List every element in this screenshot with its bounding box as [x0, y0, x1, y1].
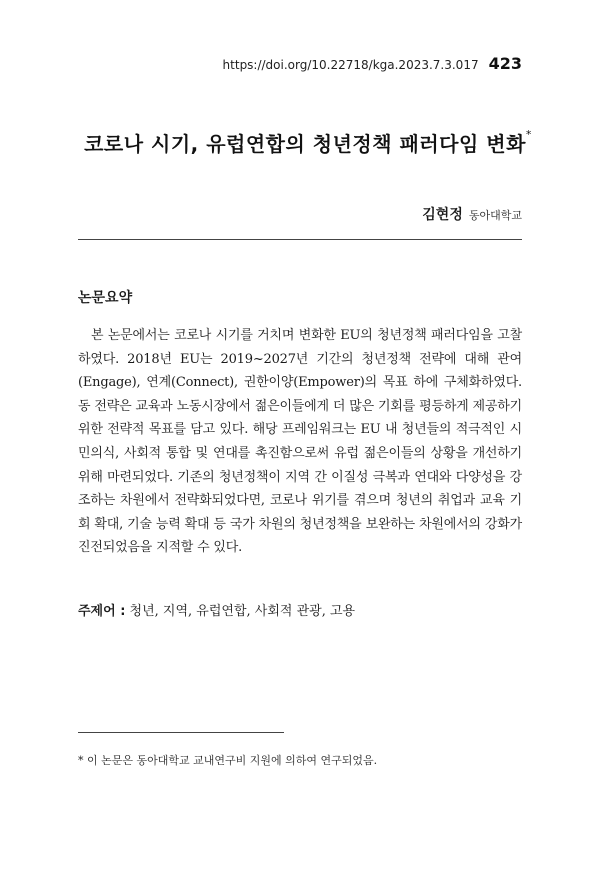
author-name: 김현정 [422, 207, 463, 223]
footnote-divider [78, 732, 284, 733]
abstract-heading: 논문요약 [78, 290, 133, 306]
running-header [223, 54, 522, 73]
title-divider [78, 239, 522, 240]
keywords-line [78, 600, 522, 619]
keywords-list: 청년, 지역, 유럽연합, 사회적 관광, 고용 [129, 604, 356, 619]
author-line [422, 204, 522, 224]
keywords-label: 주제어 : [78, 604, 126, 619]
doi-link[interactable]: https://doi.org/10.22718/kga.2023.7.3.017 [222, 58, 479, 72]
page-number: 423 [488, 54, 522, 73]
abstract-body: 본 논문에서는 코로나 시기를 거치며 변화한 EU의 청년정책 패러다임을 고찰하였다. 2018년 EU는 2019~2027년 기간의 청년정책 전략에 대해 관여(Engage), 연계(Connect), 권한이양(Empower)의 목표 하에 구체화하였다. 동 전략은 교육과 노동시장에서 젊은이들에게 더 많은 기회를 평등하게 제공하기 위한 전략적 목표를 담고 있다. 해당 프레임워크는 EU 내 청년들의 적극적인 시민의식, 사회적 통합 및 연대를 촉진함으로써 유럽 젊은이들의 상황을 개선하기 위해 마련되었다. 기존의 청년정책이 지역 간 이질성 극복과 연대와 다양성을 강조하는 차원에서 전략화되었다면, 코로나 위기를 겪으며 청년의 취업과 교육 기회 확대, 기술 능력 확대 등 국가 차원의 청년정책을 보완하는 차원에서의 강화가 진전되었음을 지적할 수 있다. [78, 328, 522, 556]
paper-title [78, 128, 538, 157]
author-affiliation: 동아대학교 [468, 209, 522, 222]
footnote: * 이 논문은 동아대학교 교내연구비 지원에 의하여 연구되었음. [78, 754, 378, 767]
paper-title-text: 코로나 시기, 유럽연합의 청년정책 패러다임 변화 [84, 132, 526, 156]
title-footnote-mark: * [525, 128, 532, 141]
